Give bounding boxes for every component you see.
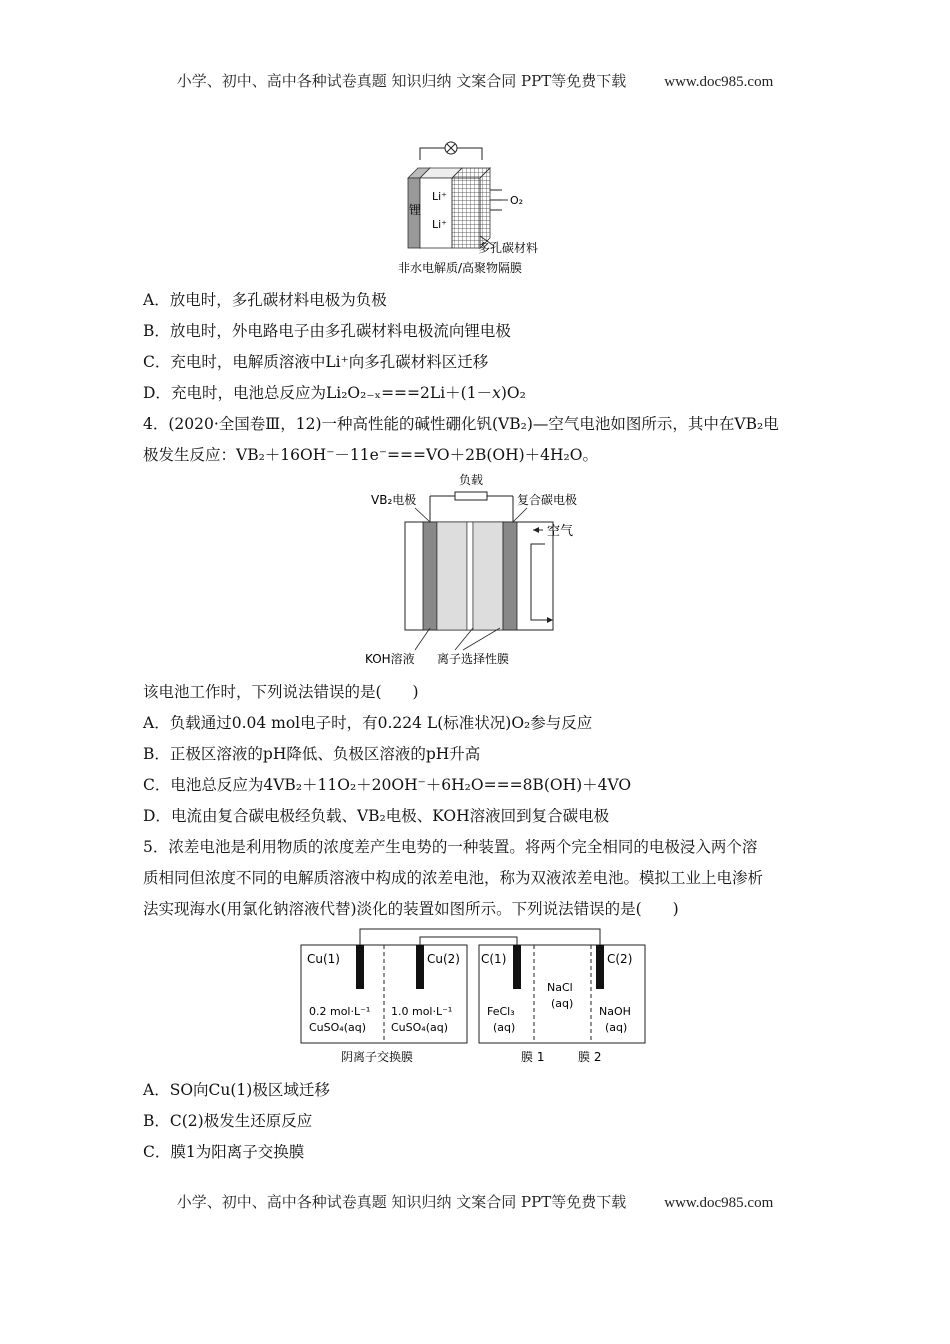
cu2-label: Cu(2): [427, 952, 460, 966]
page-header: [0, 70, 950, 91]
nacl-label: NaCl: [547, 981, 573, 994]
c1-label: C(1): [481, 952, 507, 966]
naoh-label: NaOH: [599, 1005, 631, 1018]
q3-option-c: C．充电时，电解质溶液中Li⁺向多孔碳材料区迁移: [143, 353, 489, 371]
li-ion-label-1: Li⁺: [432, 190, 447, 203]
porous-carbon-label: 多孔碳材料: [478, 241, 539, 255]
c1-electrode: [513, 945, 521, 989]
header-site[interactable]: www.doc985.com: [664, 74, 774, 90]
q4-option-b: B．正极区溶液的pH降低、负极区溶液的pH升高: [143, 745, 481, 763]
q4-line-2: 极发生反应：VB₂＋16OH⁻－11e⁻===VO＋2B(OH)＋4H₂O。: [143, 446, 598, 464]
c2-label: C(2): [607, 952, 633, 966]
fecl3-aq: (aq): [493, 1021, 516, 1034]
vb2-air-battery-figure: [355, 468, 615, 668]
q3-option-a: A．放电时，多孔碳材料电极为负极: [143, 291, 387, 309]
naoh-aq: (aq): [605, 1021, 628, 1034]
koh-label: KOH溶液: [365, 652, 415, 666]
load-resistor-icon: [455, 492, 487, 500]
vb2-electrode-label: VB₂电极: [371, 493, 417, 507]
air-label: 空气: [547, 524, 574, 539]
membrane-2-label: 膜 2: [578, 1050, 602, 1064]
q5-line-3: 法实现海水(用氯化钠溶液代替)淡化的装置如图所示。下列说法错误的是( ): [143, 900, 679, 918]
footer-text: 小学、初中、高中各种试卷真题 知识归纳 文案合同 PPT等免费下载: [176, 1193, 627, 1211]
composite-carbon-label: 复合碳电极: [517, 493, 578, 507]
load-label: 负载: [459, 473, 484, 487]
cu1-label: Cu(1): [307, 952, 340, 966]
q5-line-2: 质相同但浓度不同的电解质溶液中构成的浓差电池，称为双液浓差电池。模拟工业上电渗析: [143, 869, 764, 887]
li-o2-battery-figure: [390, 140, 570, 282]
q5-option-c: C．膜1为阳离子交换膜: [143, 1143, 305, 1161]
c2-electrode: [596, 945, 604, 989]
fecl3-label: FeCl₃: [487, 1005, 515, 1018]
q5-option-b: B．C(2)极发生还原反应: [143, 1112, 313, 1130]
concentration-cell-figure: [295, 925, 655, 1070]
q3-option-d: D．充电时，电池总反应为Li₂O₂₋ₓ===2Li＋(1－x)O₂: [143, 384, 526, 402]
lithium-label: 锂: [409, 203, 422, 217]
q4-option-d: D．电流由复合碳电极经负载、VB₂电极、KOH溶液回到复合碳电极: [143, 807, 610, 825]
cuso4-dilute-label: CuSO₄(aq): [309, 1021, 367, 1034]
cu1-electrode: [356, 945, 364, 989]
header-text: 小学、初中、高中各种试卷真题 知识归纳 文案合同 PPT等免费下载: [176, 72, 627, 90]
footer-site[interactable]: www.doc985.com: [664, 1195, 774, 1211]
membrane-caption: 非水电解质/高聚物隔膜: [398, 261, 523, 275]
li-ion-label-2: Li⁺: [432, 218, 447, 231]
nacl-aq: (aq): [551, 997, 574, 1010]
q5-option-a: A．SO向Cu(1)极区域迁移: [143, 1081, 330, 1099]
q4-option-a: A．负载通过0.04 mol电子时，有0.224 L(标准状况)O₂参与反应: [143, 714, 593, 732]
anion-membrane-label: 阴离子交换膜: [341, 1050, 414, 1064]
ion-membrane-label: 离子选择性膜: [437, 652, 510, 666]
q5-line-1: 5．浓差电池是利用物质的浓度差产生电势的一种装置。将两个完全相同的电极浸入两个溶: [143, 838, 758, 856]
q4-stem: 该电池工作时，下列说法错误的是( ): [143, 683, 419, 701]
page-footer: [0, 1191, 950, 1212]
o2-label: O₂: [510, 194, 524, 207]
q4-line-1: 4．(2020·全国卷Ⅲ，12)一种高性能的碱性硼化钒(VB₂)—空气电池如图所示，其中在VB₂电: [143, 415, 779, 433]
cuso4-conc-conc: 1.0 mol·L⁻¹: [391, 1005, 453, 1018]
q3-option-b: B．放电时，外电路电子由多孔碳材料电极流向锂电极: [143, 322, 511, 340]
membrane-1-label: 膜 1: [521, 1050, 545, 1064]
cu2-electrode: [416, 945, 424, 989]
cuso4-dilute-conc: 0.2 mol·L⁻¹: [309, 1005, 371, 1018]
q4-option-c: C．电池总反应为4VB₂＋11O₂＋20OH⁻＋6H₂O===8B(OH)＋4VO: [143, 776, 632, 794]
cuso4-conc-label: CuSO₄(aq): [391, 1021, 449, 1034]
